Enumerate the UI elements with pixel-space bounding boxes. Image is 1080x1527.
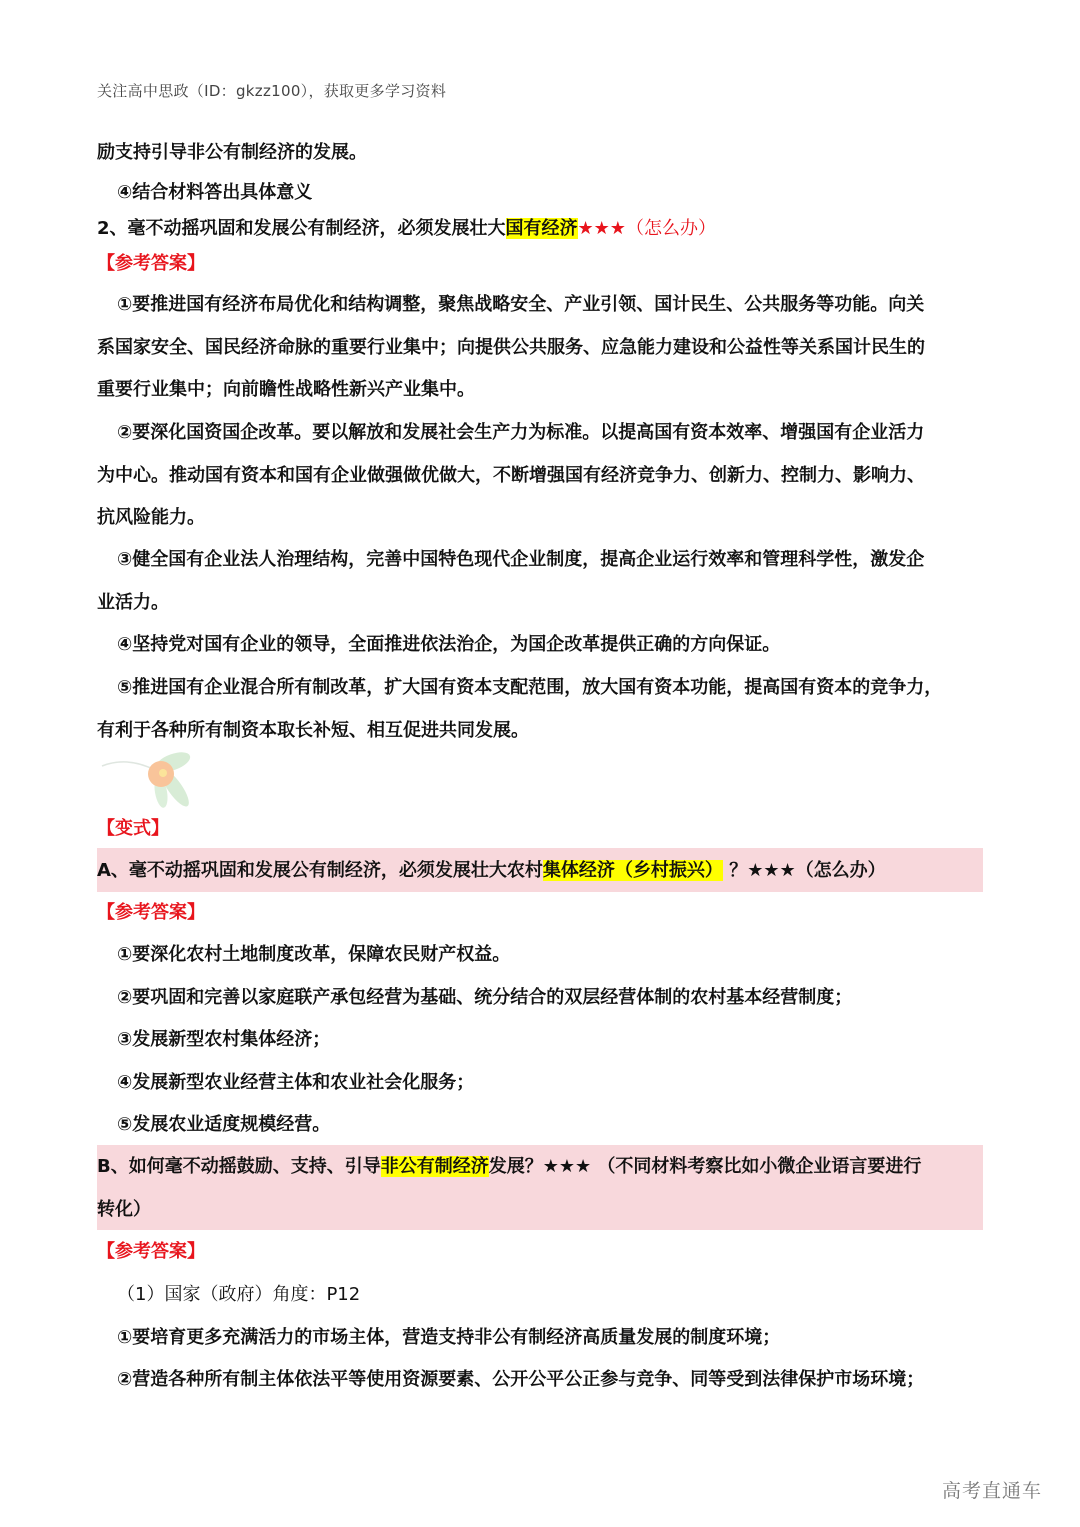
watermark: 高考直通车 <box>942 1480 1043 1502</box>
answer-line: ②要巩固和完善以家庭联产承包经营为基础、统分结合的双层经营体制的农村基本经营制度； <box>117 987 853 1008</box>
variant-b-suffix: 发展？★★★ （不同材料考察比如小微企业语言要进行 <box>488 1156 922 1177</box>
answer-line: ⑤推进国有企业混合所有制改革，扩大国有资本支配范围，放大国有资本功能，提高国有资本的竞争力， <box>117 677 943 698</box>
answer-line: ⑤发展农业适度规模经营。 <box>117 1114 331 1135</box>
answer-line: 业活力。 <box>97 592 169 613</box>
intro-continuation: 励支持引导非公有制经济的发展。 <box>97 142 367 163</box>
variant-a-heading <box>97 860 983 882</box>
flower-decoration-icon <box>97 748 217 810</box>
answer-line: 重要行业集中；向前瞻性战略性新兴产业集中。 <box>97 379 475 400</box>
answer-line: 系国家安全、国民经济命脉的重要行业集中；向提供公共服务、应急能力建设和公益性等关系国计民生的 <box>97 337 925 358</box>
question-2-prefix: 2、毫不动摇巩固和发展公有制经济，必须发展壮大 <box>97 218 506 239</box>
variant-b-heading-line2: 转化） <box>97 1199 151 1220</box>
intro-item-4: ④结合材料答出具体意义 <box>117 182 313 203</box>
star-rating: ★★★ <box>577 218 626 239</box>
answer-line: 有利于各种所有制资本取长补短、相互促进共同发展。 <box>97 720 529 741</box>
answer-line: 抗风险能力。 <box>97 507 205 528</box>
answer-line: ②要深化国资国企改革。要以解放和发展社会生产力为标准。以提高国有资本效率、增强国有企业活力 <box>117 422 925 443</box>
answer-line: ③健全国有企业法人治理结构，完善中国特色现代企业制度，提高企业运行效率和管理科学性，激发企 <box>117 549 925 570</box>
variant-b-prefix: B、如何毫不动摇鼓励、支持、引导 <box>97 1156 381 1177</box>
answer-line: ①要推进国有经济布局优化和结构调整，聚焦战略安全、产业引领、国计民生、公共服务等功能。向关 <box>117 294 925 315</box>
variant-b-heading <box>97 1156 983 1178</box>
question-2-heading <box>97 218 983 240</box>
header-note: 关注高中思政（ID：gkzz100），获取更多学习资料 <box>97 82 447 100</box>
answer-line: ②营造各种所有制主体依法平等使用资源要素、公开公平公正参与竞争、同等受到法律保护市场环境； <box>117 1369 925 1390</box>
answer-line: ①要培育更多充满活力的市场主体，营造支持非公有制经济高质量发展的制度环境； <box>117 1327 781 1348</box>
variant-a-suffix: ？★★★（怎么办） <box>722 860 886 881</box>
answer-label: 【参考答案】 <box>97 253 205 274</box>
question-2-highlight: 国有经济 <box>505 218 578 239</box>
answer-label: 【参考答案】 <box>97 902 205 923</box>
variant-a-prefix: A、毫不动摇巩固和发展公有制经济，必须发展壮大农村 <box>97 860 543 881</box>
variant-label: 【变式】 <box>97 818 169 839</box>
answer-label: 【参考答案】 <box>97 1241 205 1262</box>
answer-line: ①要深化农村土地制度改革，保障农民财产权益。 <box>117 944 511 965</box>
variant-a-highlight: 集体经济（乡村振兴） <box>542 860 723 881</box>
variant-b-highlight: 非公有制经济 <box>380 1156 489 1177</box>
question-2-tag: （怎么办） <box>625 218 716 239</box>
sub-heading: （1）国家（政府）角度：P12 <box>117 1284 361 1305</box>
answer-line: ③发展新型农村集体经济； <box>117 1029 331 1050</box>
answer-line: ④坚持党对国有企业的领导，全面推进依法治企，为国企改革提供正确的方向保证。 <box>117 634 781 655</box>
answer-line: ④发展新型农业经营主体和农业社会化服务； <box>117 1072 475 1093</box>
answer-line: 为中心。推动国有资本和国有企业做强做优做大，不断增强国有经济竞争力、创新力、控制力、影响力、 <box>97 465 925 486</box>
